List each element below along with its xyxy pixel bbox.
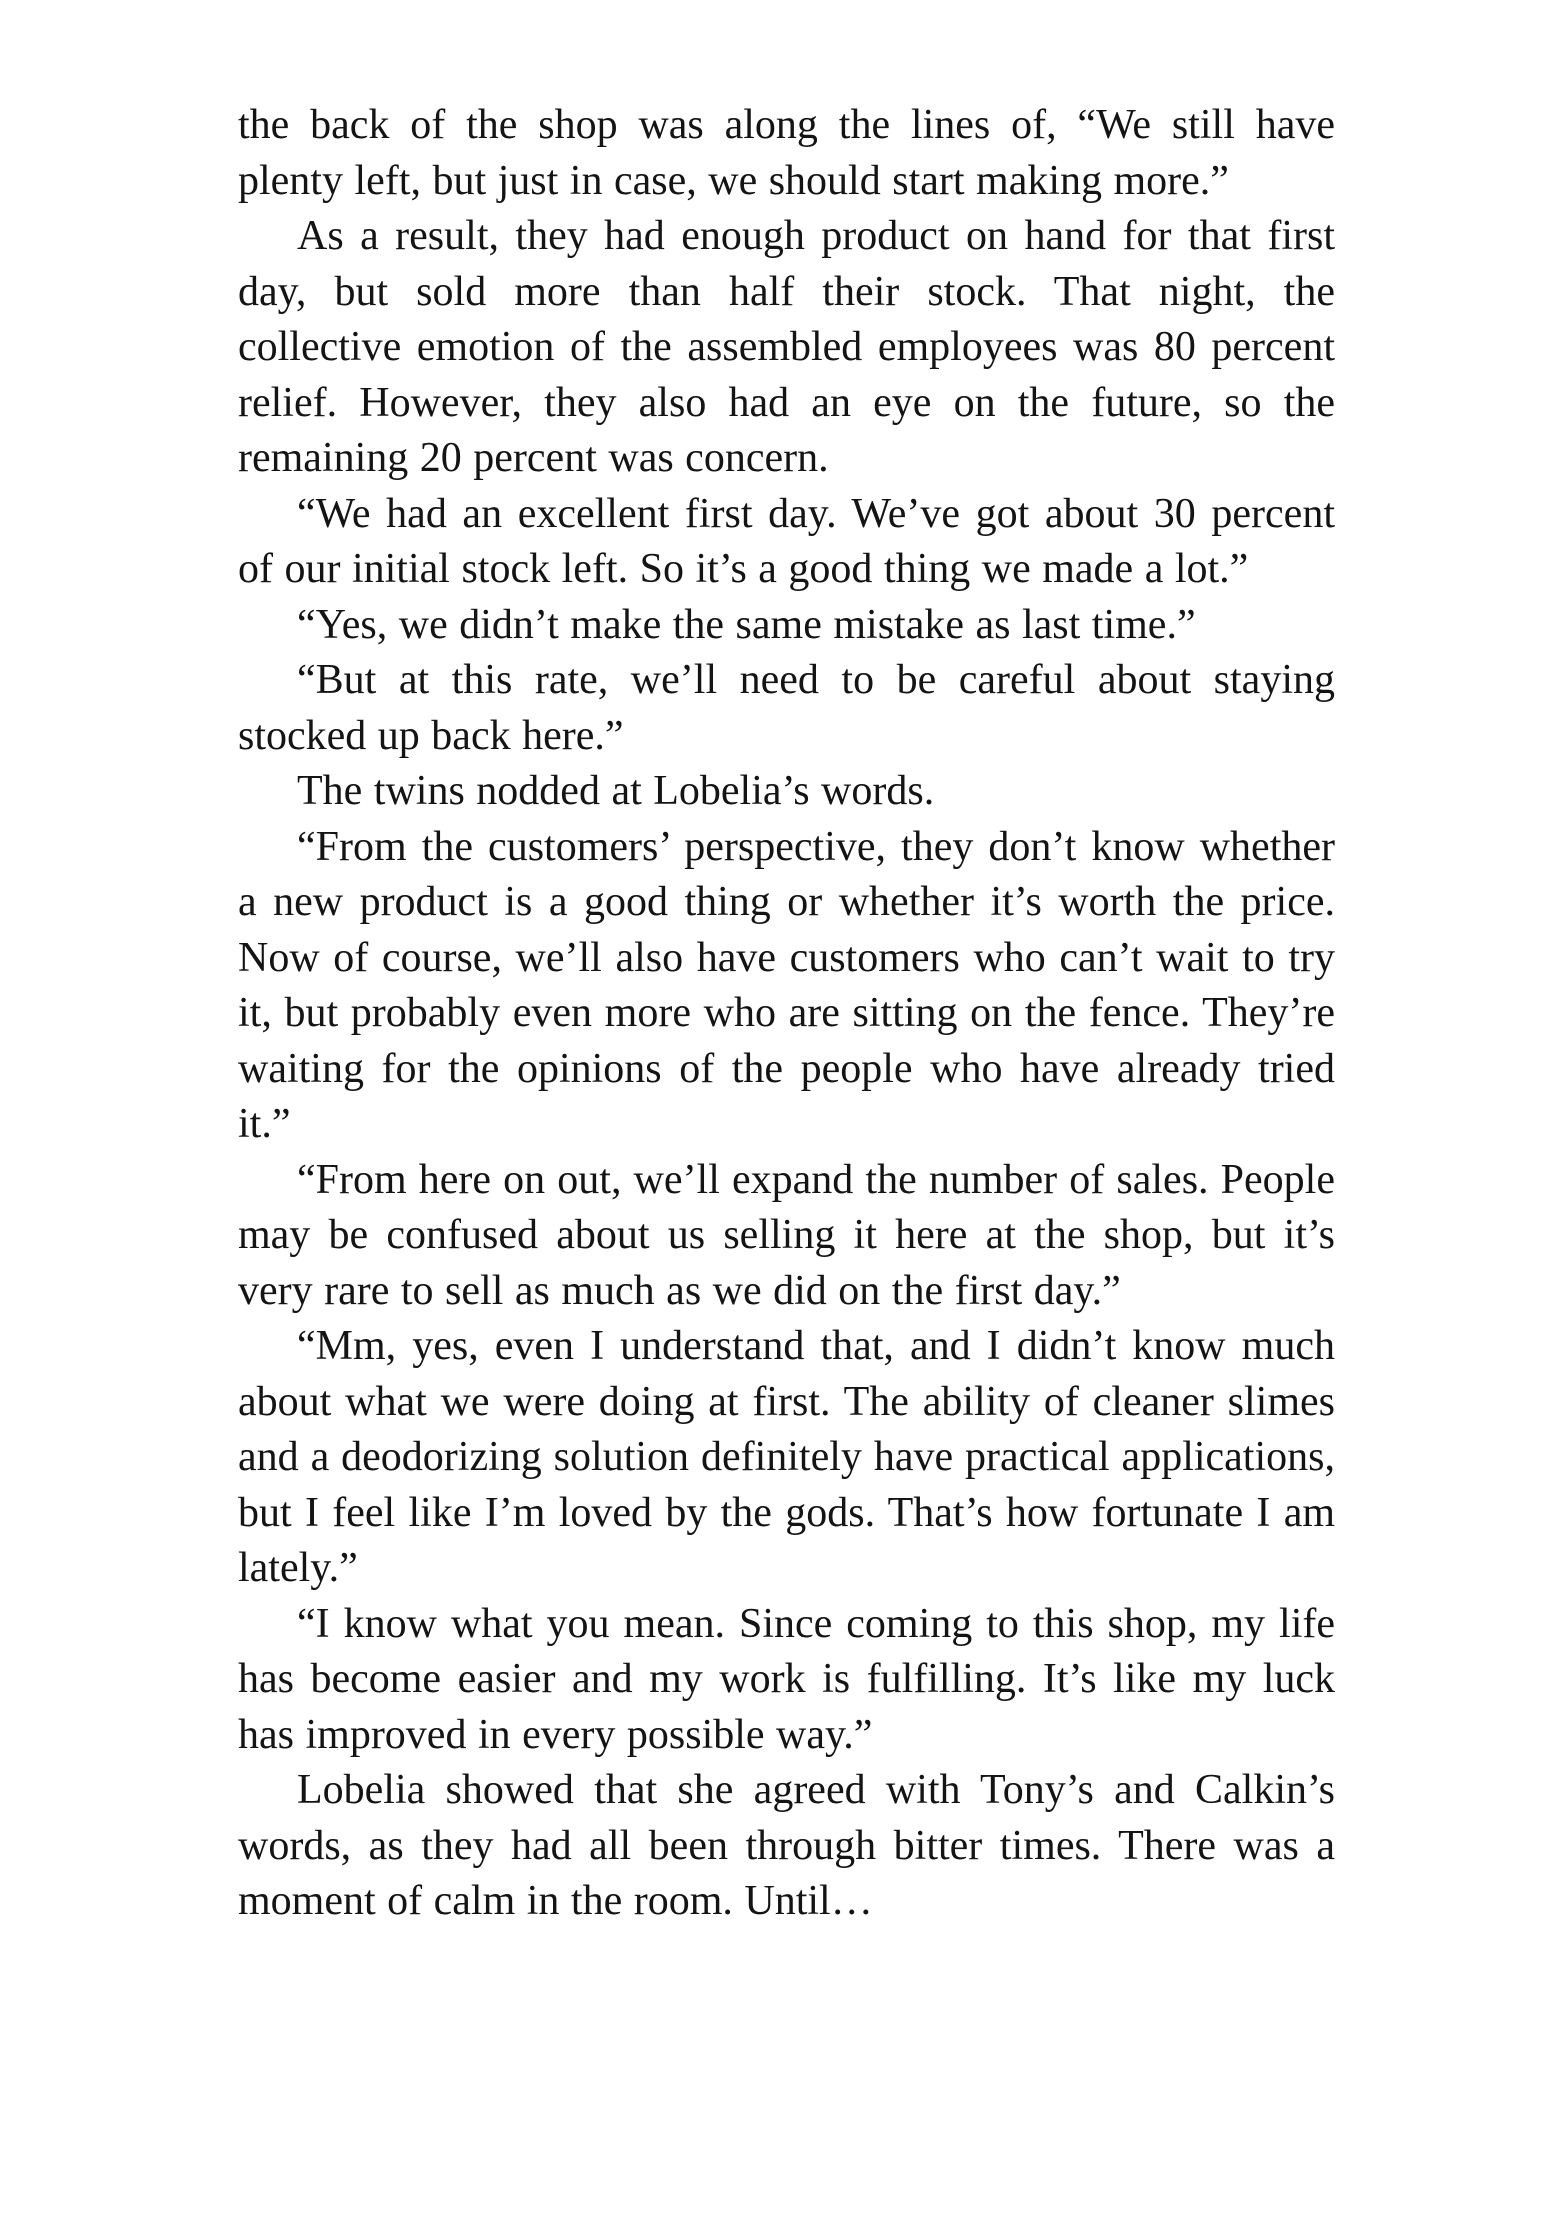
paragraph: “From here on out, we’ll expand the number of sales. People may be confused about us selling it here at the shop, but it’s very rare to sell as much as we did on the first day.” xyxy=(238,1156,1335,1314)
paragraph: The twins nodded at Lobelia’s words. xyxy=(297,768,935,814)
paragraph: “From the customers’ perspective, they don’t know whether a new product is a good thing or whether it’s worth the price. Now of course, we’ll also have customers who can’t wait to try it, but probably even more who are sitting on the fence. They’re waiting for the opinions of the people who have already tried it.” xyxy=(238,823,1335,1147)
paragraph: “But at this rate, we’ll need to be careful about staying stocked up back here.” xyxy=(238,657,1335,759)
paragraph: “Mm, yes, even I understand that, and I didn’t know much about what we were doing at first. The ability of cleaner slimes and a deodorizing solution definitely have practical applications, but I feel like I’m loved by the gods. That’s how fortunate I am lately.” xyxy=(238,1323,1335,1591)
paragraph: the back of the shop was along the lines of, “We still have plenty left, but just in case, we should start making more.” xyxy=(238,102,1335,204)
paragraph: “I know what you mean. Since coming to this shop, my life has become easier and my work is fulfilling. It’s like my luck has improved in every possible way.” xyxy=(238,1600,1335,1758)
paragraph: “Yes, we didn’t make the same mistake as last time.” xyxy=(297,601,1196,648)
page-text xyxy=(238,98,1335,1930)
paragraph: “We had an excellent first day. We’ve got about 30 percent of our initial stock left. So it’s a good thing we made a lot.” xyxy=(238,490,1335,592)
paragraph: As a result, they had enough product on hand for that first day, but sold more than half their stock. That night, the collective emotion of the assembled employees was 80 percent relief. However, they also had an eye on the future, so the remaining 20 percent was concern. xyxy=(238,213,1335,481)
paragraph: Lobelia showed that she agreed with Tony’s and Calkin’s words, as they had all been through bitter times. There was a moment of calm in the room. Until… xyxy=(238,1767,1335,1924)
